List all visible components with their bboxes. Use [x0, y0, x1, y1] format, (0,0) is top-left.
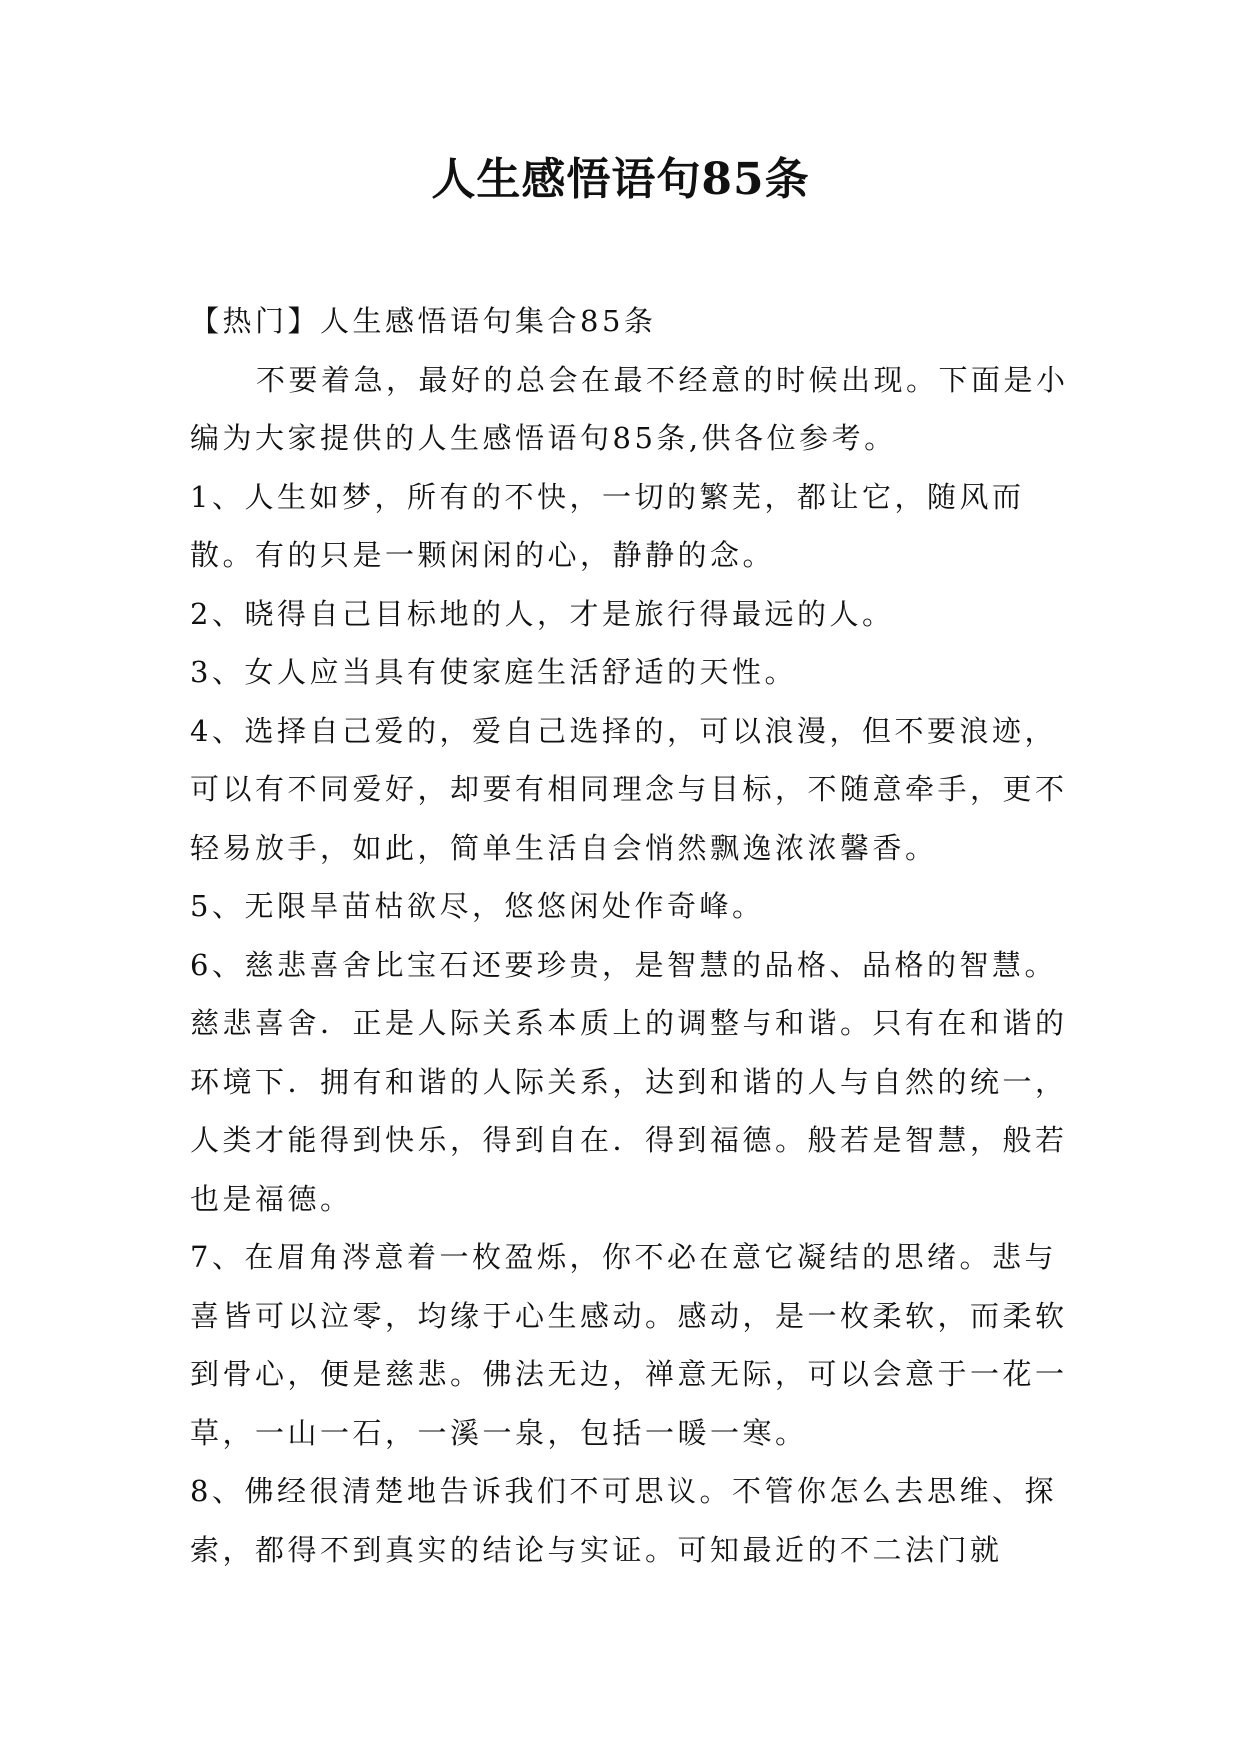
intro-paragraph: 不要着急，最好的总会在最不经意的时候出现。下面是小编为大家提供的人生感悟语句85条,供各位参考。 — [190, 362, 1069, 455]
list-item: 6、慈悲喜舍比宝石还要珍贵，是智慧的品格、品格的智慧。慈悲喜舍．正是人际关系本质上的调整与和谐。只有在和谐的环境下．拥有和谐的人际关系，达到和谐的人与自然的统一，人类才能得到快乐，得到自在．得到福德。般若是智慧，般若也是福德。 — [190, 947, 1068, 1216]
document-title: 人生感悟语句85条 — [431, 154, 810, 205]
list-item: 1、人生如梦，所有的不快，一切的繁芜，都让它，随风而散。有的只是一颗闲闲的心，静静的念。 — [190, 479, 1025, 572]
document-body — [190, 292, 1070, 1579]
list-item: 7、在眉角涔意着一枚盈烁，你不必在意它凝结的思绪。悲与喜皆可以泣零，均缘于心生感动。感动，是一枚柔软，而柔软到骨心，便是慈悲。佛法无边，禅意无际，可以会意于一花一草，一山一石，一溪一泉，包括一暖一寒。 — [190, 1240, 1068, 1450]
document-subtitle: 【热门】人生感悟语句集合85条 — [190, 304, 657, 338]
list-item: 2、晓得自己目标地的人，才是旅行得最远的人。 — [190, 596, 895, 631]
list-item: 8、佛经很清楚地告诉我们不可思议。不管你怎么去思维、探索，都得不到真实的结论与实证。可知最近的不二法门就 — [190, 1474, 1057, 1567]
list-item: 4、选择自己爱的，爱自己选择的，可以浪漫，但不要浪迹，可以有不同爱好，却要有相同理念与目标，不随意牵手，更不轻易放手，如此，简单生活自会悄然飘逸浓浓馨香。 — [190, 713, 1068, 865]
list-item: 5、无限旱苗枯欲尽，悠悠闲处作奇峰。 — [190, 889, 765, 923]
list-item: 3、女人应当具有使家庭生活舒适的天性。 — [190, 655, 797, 689]
